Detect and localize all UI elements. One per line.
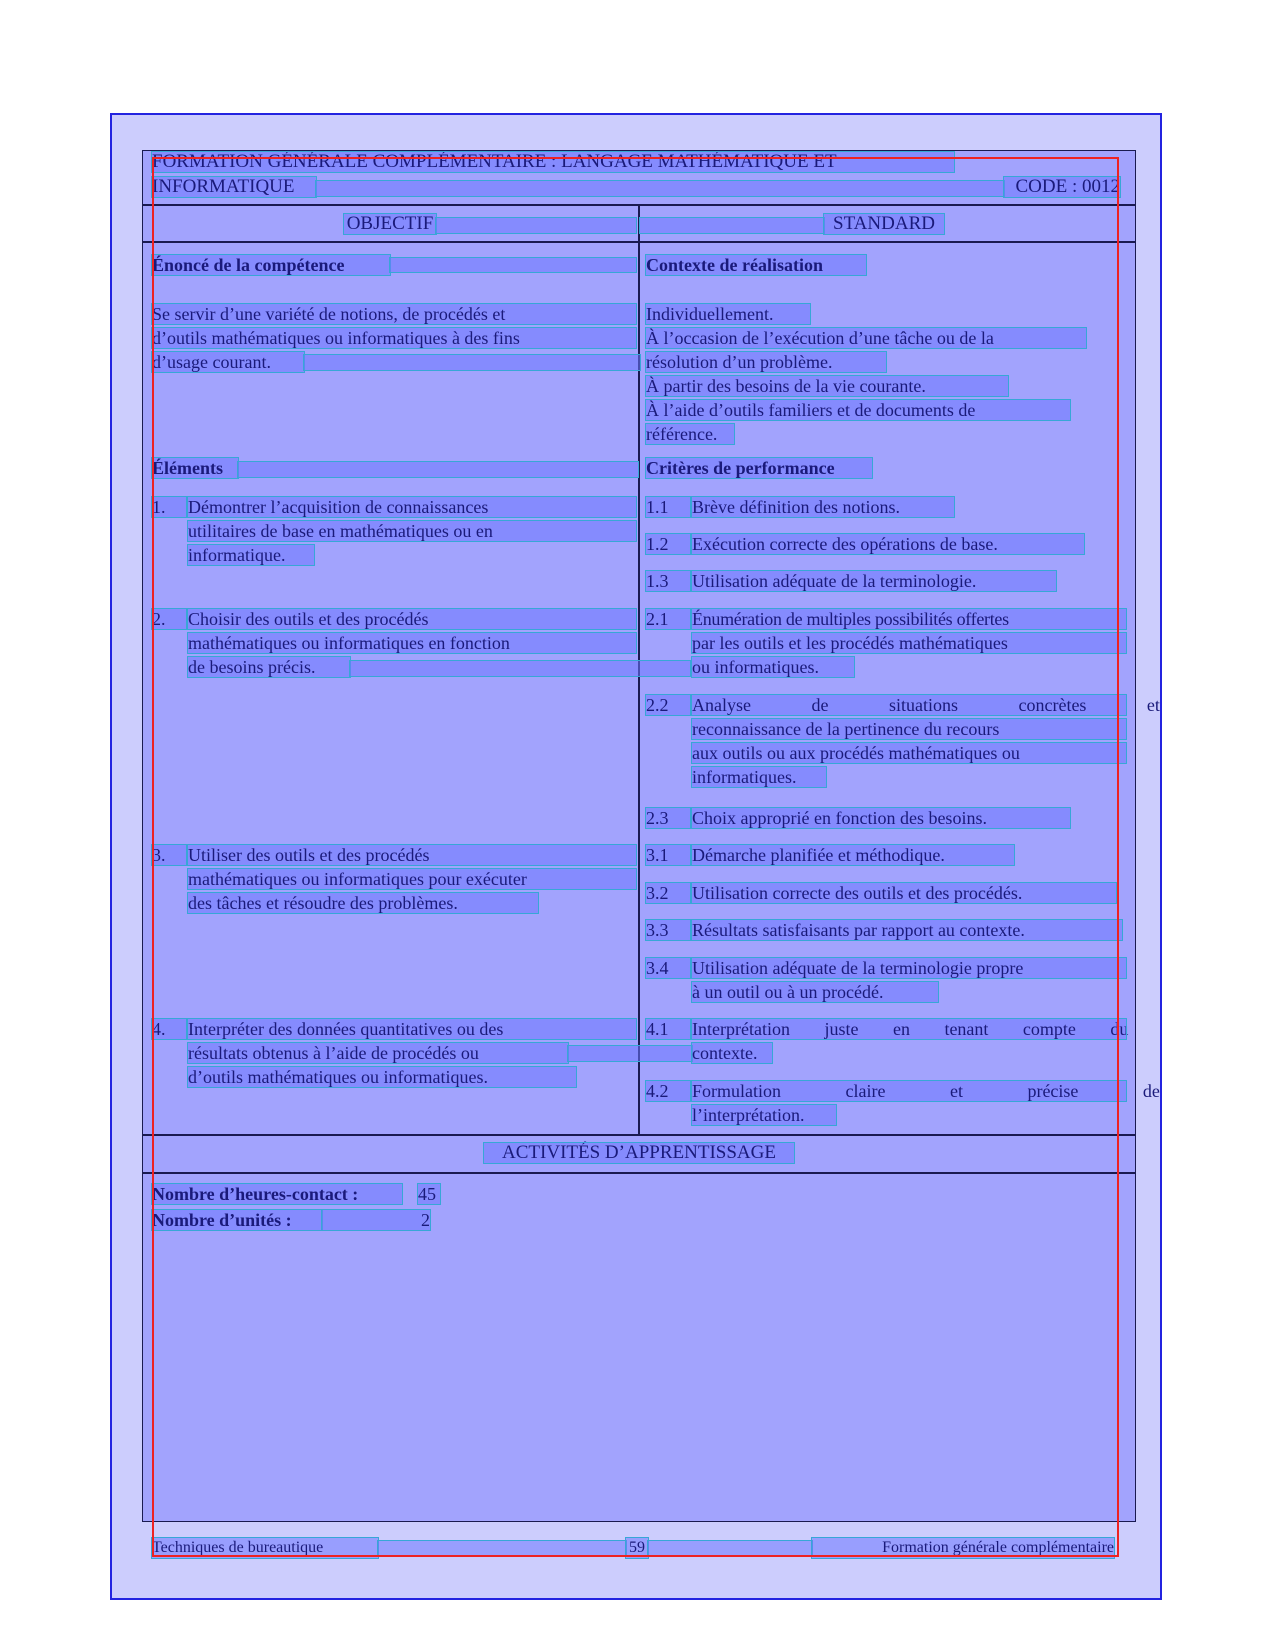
- course-title-line2-fill: [316, 181, 1004, 196]
- rule-activities-bottom: [142, 1172, 1136, 1174]
- criterion-3-3-text: Résultats satisfaisants par rapport au contexte.: [692, 920, 1122, 940]
- context-heading: Contexte de réalisation: [646, 255, 866, 275]
- footer-left-fill: [378, 1541, 626, 1555]
- element-1-line-1: Démontrer l’acquisition de connaissances: [188, 497, 636, 517]
- context-line-1: Individuellement.: [646, 304, 810, 324]
- criterion-2-1-line-1: Énumération de multiples possibilités offertes: [692, 609, 1126, 629]
- element-2-line-3-fill: [350, 661, 690, 676]
- footer-page-number: 59: [626, 1538, 648, 1558]
- column-header-objective: OBJECTIF: [344, 214, 436, 234]
- element-2-line-1: Choisir des outils et des procédés: [188, 609, 636, 629]
- footer-left: Techniques de bureautique: [152, 1538, 378, 1558]
- elements-heading-fill: [238, 462, 638, 477]
- units-label: Nombre d’unités :: [152, 1210, 322, 1230]
- course-code: CODE : 0012: [1004, 177, 1120, 197]
- competence-heading: Énoncé de la compétence: [152, 255, 390, 275]
- element-4-line-3: d’outils mathématiques ou informatiques.: [188, 1067, 576, 1087]
- element-1-line-2: utilitaires de base en mathématiques ou en: [188, 521, 636, 541]
- competence-heading-fill: [390, 258, 636, 272]
- rule-table-bottom: [142, 1134, 1136, 1136]
- criterion-1-1-text: Brève définition des notions.: [692, 497, 954, 517]
- criterion-3-3-number: 3.3: [646, 920, 690, 940]
- criterion-4-1-line-2: contexte.: [692, 1043, 772, 1063]
- course-title-line1: FORMATION GÉNÉRALE COMPLÉMENTAIRE : LANGAGE MATHÉMATIQUE ET: [152, 152, 954, 172]
- column-header-fill-a: [436, 218, 636, 233]
- criterion-3-2-text: Utilisation correcte des outils et des procédés.: [692, 883, 1116, 903]
- criterion-2-1-line-3: ou informatiques.: [692, 657, 854, 677]
- criterion-1-1-number: 1.1: [646, 497, 690, 517]
- element-1-line-3: informatique.: [188, 545, 314, 565]
- context-line-2: À l’occasion de l’exécution d’une tâche ou de la: [646, 328, 1086, 348]
- criterion-2-2-line-1: Analyse de situations concrètes et: [692, 695, 1160, 715]
- competence-line-2: d’outils mathématiques ou informatiques à des fins: [152, 328, 636, 348]
- footer-middle-fill: [648, 1541, 812, 1555]
- criterion-3-1-number: 3.1: [646, 845, 690, 865]
- element-2-number: 2.: [152, 609, 186, 629]
- criterion-4-2-number: 4.2: [646, 1081, 690, 1101]
- criterion-4-2-line-1: Formulation claire et précise de: [692, 1081, 1160, 1101]
- criterion-3-4-line-1: Utilisation adéquate de la terminologie propre: [692, 958, 1126, 978]
- column-header-fill-b: [640, 218, 824, 233]
- element-1-number: 1.: [152, 497, 186, 517]
- criterion-4-2-line-2: l’interprétation.: [692, 1105, 836, 1125]
- criterion-2-2-line-4: informatiques.: [692, 767, 826, 787]
- criterion-3-4-line-2: à un outil ou à un procédé.: [692, 982, 938, 1002]
- context-line-6: référence.: [646, 424, 734, 444]
- column-header-standard: STANDARD: [824, 214, 944, 234]
- competence-line-3-fill: [304, 355, 640, 370]
- criterion-2-3-text: Choix approprié en fonction des besoins.: [692, 808, 1070, 828]
- criterion-3-2-number: 3.2: [646, 883, 690, 903]
- units-value: 2: [322, 1210, 430, 1230]
- hours-label: Nombre d’heures-contact :: [152, 1184, 402, 1204]
- criterion-1-2-text: Exécution correcte des opérations de base.: [692, 534, 1084, 554]
- element-3-number: 3.: [152, 845, 186, 865]
- element-4-line-2-fill: [568, 1046, 692, 1061]
- element-2-line-3: de besoins précis.: [188, 657, 350, 677]
- context-line-3: résolution d’un problème.: [646, 352, 886, 372]
- criterion-4-1-line-1: Interprétation juste en tenant compte du: [692, 1019, 1129, 1039]
- criterion-1-2-number: 1.2: [646, 534, 690, 554]
- element-3-line-2: mathématiques ou informatiques pour exécuter: [188, 869, 636, 889]
- criterion-1-3-number: 1.3: [646, 571, 690, 591]
- competence-line-3: d’usage courant.: [152, 352, 304, 372]
- activities-heading: ACTIVITÉS D’APPRENTISSAGE: [484, 1143, 794, 1163]
- context-line-5: À l’aide d’outils familiers et de documents de: [646, 400, 1070, 420]
- element-4-line-1: Interpréter des données quantitatives ou des: [188, 1019, 636, 1039]
- criterion-4-1-number: 4.1: [646, 1019, 690, 1039]
- element-4-line-2: résultats obtenus à l’aide de procédés ou: [188, 1043, 568, 1063]
- elements-heading: Éléments: [152, 458, 238, 478]
- criterion-2-1-line-2: par les outils et les procédés mathématiques: [692, 633, 1126, 653]
- criterion-2-2-line-2: reconnaissance de la pertinence du recours: [692, 719, 1126, 739]
- element-3-line-3: des tâches et résoudre des problèmes.: [188, 893, 538, 913]
- criteria-heading: Critères de performance: [646, 458, 872, 478]
- element-3-line-1: Utiliser des outils et des procédés: [188, 845, 636, 865]
- criterion-2-2-line-3: aux outils ou aux procédés mathématiques ou: [692, 743, 1126, 763]
- competence-line-1: Se servir d’une variété de notions, de procédés et: [152, 304, 636, 324]
- criterion-2-3-number: 2.3: [646, 808, 690, 828]
- footer-right: Formation générale complémentaire: [812, 1538, 1114, 1558]
- hours-value: 45: [418, 1184, 440, 1204]
- criterion-2-2-number: 2.2: [646, 695, 690, 715]
- criterion-1-3-text: Utilisation adéquate de la terminologie.: [692, 571, 1056, 591]
- context-line-4: À partir des besoins de la vie courante.: [646, 376, 1008, 396]
- criterion-3-1-text: Démarche planifiée et méthodique.: [692, 845, 1014, 865]
- criterion-2-1-number: 2.1: [646, 609, 690, 629]
- criterion-3-4-number: 3.4: [646, 958, 690, 978]
- element-4-number: 4.: [152, 1019, 186, 1039]
- course-title-line2: INFORMATIQUE: [152, 177, 316, 197]
- element-2-line-2: mathématiques ou informatiques en fonction: [188, 633, 636, 653]
